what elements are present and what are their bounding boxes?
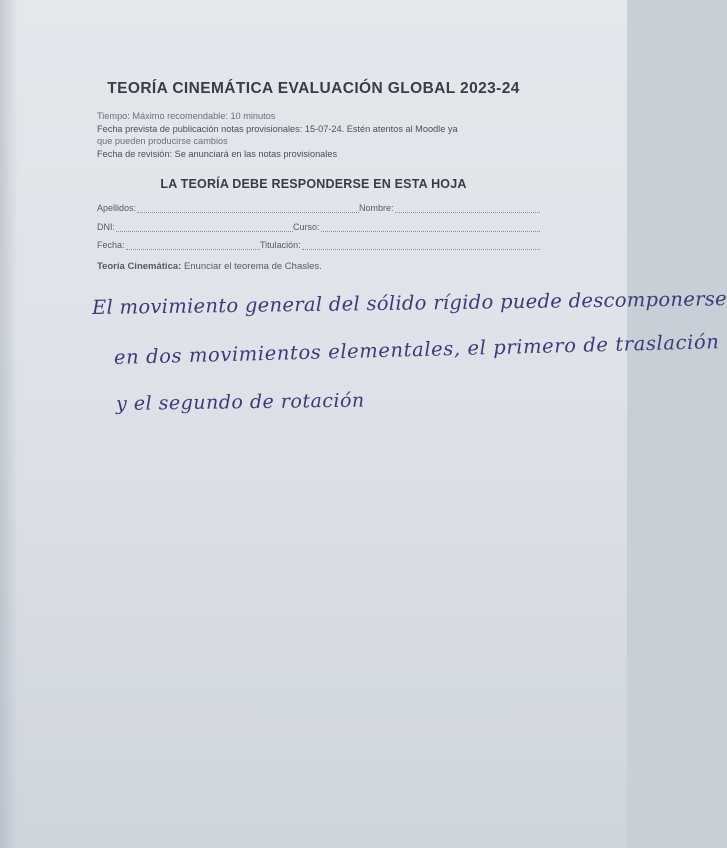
form-row-names bbox=[97, 203, 540, 217]
nombre-line bbox=[395, 203, 540, 213]
instruction-heading: LA TEORÍA DEBE RESPONDERSE EN ESTA HOJA bbox=[160, 177, 467, 191]
page-edge-shadow bbox=[0, 0, 18, 848]
apellidos-field[interactable] bbox=[97, 203, 359, 213]
curso-line bbox=[321, 222, 540, 232]
answer-line-2: en dos movimientos elementales, el primero de traslación bbox=[113, 330, 720, 369]
question-prompt bbox=[97, 261, 322, 272]
apellidos-label: Apellidos: bbox=[97, 203, 137, 213]
apellidos-line bbox=[137, 203, 359, 213]
publication-info-cont: que pueden producirse cambios bbox=[97, 136, 228, 146]
form-row-date bbox=[97, 240, 540, 254]
question-label: Teoría Cinemática: bbox=[97, 261, 182, 272]
dni-field[interactable] bbox=[97, 222, 293, 232]
fecha-line bbox=[126, 240, 260, 250]
answer-line-3: y el segundo de rotación bbox=[115, 389, 365, 415]
curso-field[interactable] bbox=[293, 222, 540, 232]
dni-label: DNI: bbox=[97, 222, 115, 232]
question-text: Enunciar el teorema de Chasles. bbox=[183, 261, 322, 272]
dni-line bbox=[116, 222, 293, 232]
answer-line-1: El movimiento general del sólido rígido puede descomponerse bbox=[91, 287, 727, 319]
form-row-id bbox=[97, 222, 540, 236]
exam-title: TEORÍA CINEMÁTICA EVALUACIÓN GLOBAL 2023-24 bbox=[107, 80, 520, 97]
fecha-field[interactable] bbox=[97, 240, 260, 250]
curso-label: Curso: bbox=[293, 222, 320, 232]
titulacion-label: Titulación: bbox=[260, 240, 301, 250]
titulacion-field[interactable] bbox=[260, 240, 540, 250]
time-info: Tiempo: Máximo recomendable: 10 minutos bbox=[97, 111, 276, 121]
nombre-label: Nombre: bbox=[359, 203, 394, 213]
review-info: Fecha de revisión: Se anunciará en las notas provisionales bbox=[97, 149, 338, 159]
titulacion-line bbox=[302, 240, 540, 250]
publication-info: Fecha prevista de publicación notas provisionales: 15-07-24. Estén atentos al Moodle ya bbox=[97, 124, 458, 134]
fecha-label: Fecha: bbox=[97, 240, 125, 250]
nombre-field[interactable] bbox=[359, 203, 540, 213]
